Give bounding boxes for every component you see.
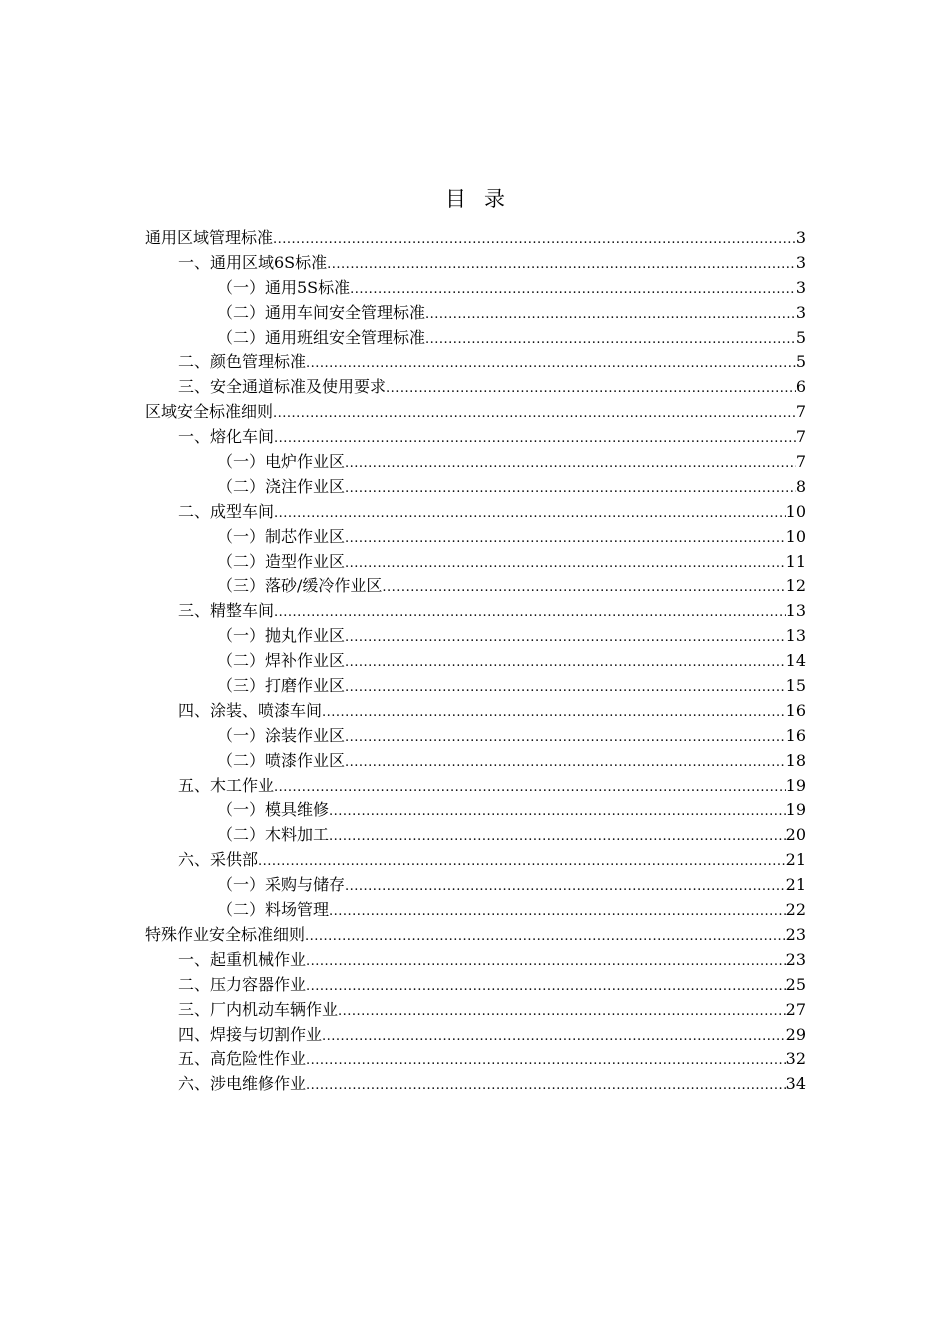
toc-entry-label: （二）木料加工 <box>217 825 330 845</box>
toc-entry-page-number: 15 <box>785 676 806 696</box>
toc-dot-leader <box>274 427 796 452</box>
toc-entry[interactable] <box>145 525 806 550</box>
toc-entry[interactable] <box>145 948 806 973</box>
toc-entry-label: （一）电炉作业区 <box>217 452 346 472</box>
toc-entry-label: 一、熔化车间 <box>178 427 275 447</box>
toc-entry-page-number: 3 <box>795 252 806 272</box>
toc-entry-page-number: 13 <box>785 626 806 646</box>
toc-dot-leader <box>329 800 786 825</box>
toc-entry-page-number: 23 <box>785 949 806 969</box>
toc-entry-label: （一）制芯作业区 <box>217 526 346 546</box>
toc-dot-leader <box>345 651 786 676</box>
toc-entry-page-number: 7 <box>795 427 806 447</box>
toc-dot-leader <box>274 601 786 626</box>
toc-entry-page-number: 7 <box>795 452 806 472</box>
toc-entry-page-number: 10 <box>785 526 806 546</box>
toc-entry-label: 特殊作业安全标准细则 <box>145 924 306 944</box>
toc-entry[interactable] <box>145 699 806 724</box>
toc-entry-page-number: 6 <box>795 377 806 397</box>
toc-entry-label: （三）打磨作业区 <box>217 676 346 696</box>
toc-entry-label: 四、涂装、喷漆车间 <box>178 700 323 720</box>
toc-dot-leader <box>327 253 796 278</box>
toc-entry-label: 四、焊接与切割作业 <box>178 1024 323 1044</box>
toc-entry-label: 一、通用区域6S标准 <box>178 252 328 272</box>
toc-dot-leader <box>306 1049 786 1074</box>
toc-entry-label: 区域安全标准细则 <box>145 402 274 422</box>
toc-dot-leader <box>329 900 786 925</box>
toc-entry-page-number: 32 <box>785 1049 806 1069</box>
toc-entry[interactable] <box>145 1047 806 1072</box>
toc-dot-leader <box>345 875 786 900</box>
toc-dot-leader <box>306 1074 786 1099</box>
toc-entry-page-number: 11 <box>785 551 806 571</box>
toc-entry-page-number: 23 <box>785 924 806 944</box>
toc-entry[interactable] <box>145 350 806 375</box>
toc-entry-page-number: 18 <box>785 750 806 770</box>
toc-entry-page-number: 3 <box>795 228 806 247</box>
toc-entry-label: （二）浇注作业区 <box>217 476 346 496</box>
toc-entry-page-number: 25 <box>785 974 806 994</box>
toc-dot-leader <box>345 527 786 552</box>
toc-entry[interactable] <box>145 749 806 774</box>
toc-entry[interactable] <box>145 774 806 799</box>
toc-entry[interactable] <box>145 475 806 500</box>
toc-entry[interactable] <box>145 898 806 923</box>
toc-entry-page-number: 27 <box>785 999 806 1019</box>
toc-dot-leader <box>345 676 786 701</box>
toc-entry[interactable] <box>145 400 806 425</box>
toc-entry-label: （一）涂装作业区 <box>217 725 346 745</box>
toc-entry[interactable] <box>145 500 806 525</box>
toc-entry-label: （一）采购与储存 <box>217 875 346 895</box>
toc-entry-page-number: 20 <box>785 825 806 845</box>
toc-dot-leader <box>273 402 796 427</box>
toc-dot-leader <box>345 552 786 577</box>
toc-entry-page-number: 16 <box>785 725 806 745</box>
toc-entry[interactable] <box>145 1072 806 1097</box>
toc-dot-leader <box>273 228 796 253</box>
toc-entry-page-number: 29 <box>785 1024 806 1044</box>
toc-entry-page-number: 8 <box>795 476 806 496</box>
toc-entry-label: 二、成型车间 <box>178 501 275 521</box>
toc-dot-leader <box>345 477 796 502</box>
toc-entry-label: 一、起重机械作业 <box>178 949 307 969</box>
table-of-contents <box>145 226 806 1097</box>
toc-dot-leader <box>306 975 786 1000</box>
toc-entry-page-number: 12 <box>785 576 806 596</box>
toc-dot-leader <box>425 303 796 328</box>
toc-entry[interactable] <box>145 425 806 450</box>
toc-dot-leader <box>258 850 786 875</box>
toc-entry-label: 五、高危险性作业 <box>178 1049 307 1069</box>
toc-entry-label: 通用区域管理标准 <box>145 228 274 247</box>
toc-entry[interactable] <box>145 450 806 475</box>
toc-entry-label: 三、安全通道标准及使用要求 <box>178 377 387 397</box>
toc-entry[interactable] <box>145 873 806 898</box>
toc-entry[interactable] <box>145 574 806 599</box>
toc-entry[interactable] <box>145 301 806 326</box>
toc-entry[interactable] <box>145 798 806 823</box>
toc-entry-page-number: 5 <box>795 327 806 347</box>
toc-entry-label: （二）焊补作业区 <box>217 651 346 671</box>
toc-entry-page-number: 14 <box>785 651 806 671</box>
toc-entry-page-number: 7 <box>795 402 806 422</box>
toc-entry-label: 二、压力容器作业 <box>178 974 307 994</box>
toc-entry-label: （二）通用班组安全管理标准 <box>217 327 426 347</box>
toc-entry-label: 三、厂内机动车辆作业 <box>178 999 339 1019</box>
toc-entry-label: （二）造型作业区 <box>217 551 346 571</box>
toc-entry-page-number: 21 <box>785 850 806 870</box>
toc-entry-label: 二、颜色管理标准 <box>178 352 307 372</box>
toc-entry-page-number: 34 <box>785 1074 806 1094</box>
toc-dot-leader <box>425 328 796 353</box>
toc-dot-leader <box>306 950 786 975</box>
toc-entry-label: 五、木工作业 <box>178 775 275 795</box>
toc-entry[interactable] <box>145 276 806 301</box>
toc-entry[interactable] <box>145 226 806 251</box>
toc-dot-leader <box>322 701 786 726</box>
toc-entry-label: （二）料场管理 <box>217 900 330 920</box>
toc-entry-label: （二）通用车间安全管理标准 <box>217 302 426 322</box>
toc-entry[interactable] <box>145 998 806 1023</box>
toc-entry[interactable] <box>145 649 806 674</box>
toc-dot-leader <box>345 626 786 651</box>
toc-entry[interactable] <box>145 326 806 351</box>
toc-entry[interactable] <box>145 251 806 276</box>
toc-entry[interactable] <box>145 823 806 848</box>
toc-entry-page-number: 22 <box>785 900 806 920</box>
toc-entry-page-number: 5 <box>795 352 806 372</box>
toc-entry-page-number: 16 <box>785 700 806 720</box>
toc-entry[interactable] <box>145 599 806 624</box>
toc-entry-label: 六、涉电维修作业 <box>178 1074 307 1094</box>
toc-dot-leader <box>386 377 796 402</box>
toc-entry[interactable] <box>145 973 806 998</box>
toc-entry-page-number: 19 <box>785 775 806 795</box>
toc-dot-leader <box>274 776 786 801</box>
toc-entry-page-number: 3 <box>795 277 806 297</box>
toc-entry-page-number: 3 <box>795 302 806 322</box>
toc-dot-leader <box>345 726 786 751</box>
toc-entry-label: （一）模具维修 <box>217 800 330 820</box>
toc-entry[interactable] <box>145 375 806 400</box>
toc-entry[interactable] <box>145 550 806 575</box>
toc-dot-leader <box>345 751 786 776</box>
toc-entry-label: （二）喷漆作业区 <box>217 750 346 770</box>
toc-dot-leader <box>322 1025 786 1050</box>
toc-entry-label: （一）通用5S标准 <box>217 277 351 297</box>
toc-entry-label: （三）落砂/缓冷作业区 <box>217 576 383 596</box>
toc-entry-label: （一）抛丸作业区 <box>217 626 346 646</box>
toc-dot-leader <box>329 825 786 850</box>
page-title: 目录 <box>445 187 523 211</box>
toc-entry-label: 三、精整车间 <box>178 601 275 621</box>
toc-entry-page-number: 19 <box>785 800 806 820</box>
toc-dot-leader <box>382 576 785 601</box>
toc-entry[interactable] <box>145 724 806 749</box>
toc-dot-leader <box>306 352 796 377</box>
toc-entry[interactable] <box>145 674 806 699</box>
toc-entry[interactable] <box>145 1023 806 1048</box>
toc-dot-leader <box>338 1000 786 1025</box>
toc-entry-page-number: 10 <box>785 501 806 521</box>
toc-entry[interactable] <box>145 923 806 948</box>
toc-dot-leader <box>350 278 796 303</box>
toc-entry-label: 六、采供部 <box>178 850 259 870</box>
toc-entry[interactable] <box>145 848 806 873</box>
toc-dot-leader <box>274 502 786 527</box>
toc-entry[interactable] <box>145 624 806 649</box>
toc-entry-page-number: 21 <box>785 875 806 895</box>
toc-dot-leader <box>305 925 786 950</box>
toc-entry-page-number: 13 <box>785 601 806 621</box>
toc-dot-leader <box>345 452 796 477</box>
